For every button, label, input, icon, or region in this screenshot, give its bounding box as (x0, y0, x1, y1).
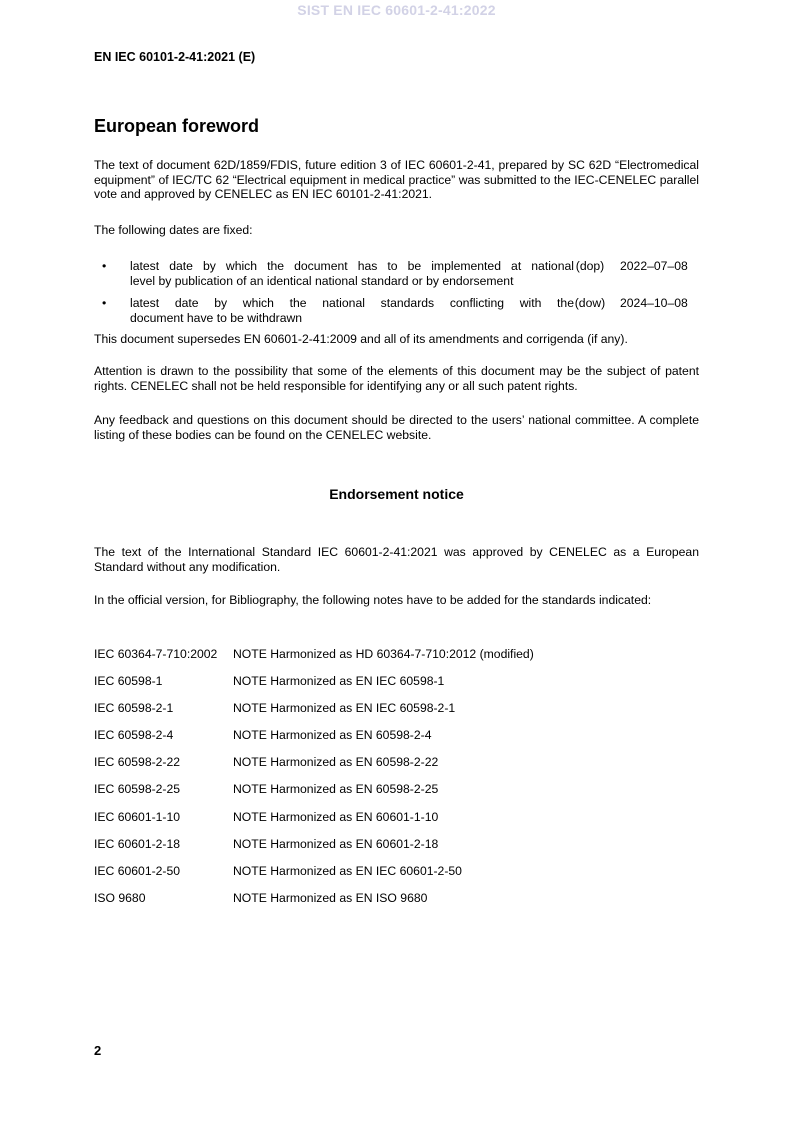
harmonization-note: NOTE Harmonized as HD 60364-7-710:2012 (modified) (233, 647, 534, 661)
foreword-paragraph-1: The text of document 62D/1859/FDIS, future edition 3 of IEC 60601-2-41, prepared by SC 62D “Electromedical equipment” of IEC/TC 62 “Electrical equipment in medical practice” was submitted to the IEC-CENELEC parallel vote and approved by CENELEC as EN IEC 60101-2-41:2021. (94, 158, 699, 201)
harmonization-note: NOTE Harmonized as EN 60601-1-10 (233, 809, 439, 824)
standard-id: ISO 9680 (94, 890, 146, 905)
date-item-text (130, 296, 574, 325)
foreword-paragraph-2: The following dates are fixed: (94, 223, 253, 237)
date-item-line-1: latest date by which the national standards conflicting with the (130, 296, 574, 310)
harmonization-note: NOTE Harmonized as EN 60598-2-25 (233, 782, 439, 797)
standard-id: IEC 60598-2-1 (94, 701, 174, 716)
date-item-text (130, 259, 574, 288)
date-code: (dop) (575, 259, 605, 273)
list-item (94, 891, 699, 918)
harmonization-note: NOTE Harmonized as EN IEC 60598-2-1 (233, 701, 456, 716)
date-code: (dow) (574, 296, 606, 310)
harmonization-note: NOTE Harmonized as EN 60598-2-4 (233, 728, 432, 743)
bullet-icon: • (102, 259, 107, 273)
list-item (94, 755, 699, 782)
date-item-line-2: document have to be withdrawn (130, 310, 303, 325)
list-item (94, 647, 699, 674)
harmonization-note: NOTE Harmonized as EN IEC 60598-1 (233, 674, 445, 689)
page-number: 2 (94, 1043, 102, 1058)
list-item (94, 701, 699, 728)
foreword-paragraph-4: Attention is drawn to the possibility that some of the elements of this document may be the subject of patent rights. CENELEC shall not be held responsible for identifying any or all such patent rights. (94, 364, 699, 393)
standard-id: IEC 60598-2-22 (94, 755, 181, 770)
list-item (94, 674, 699, 701)
watermark: SIST EN IEC 60601-2-41:2022 (297, 2, 496, 18)
harmonization-note: NOTE Harmonized as EN 60598-2-22 (233, 755, 439, 770)
standard-id: IEC 60598-2-4 (94, 728, 174, 743)
foreword-heading: European foreword (94, 116, 260, 136)
bibliography-list (94, 647, 699, 918)
list-item (94, 810, 699, 837)
list-item (94, 837, 699, 864)
list-item (94, 728, 699, 755)
standard-id: IEC 60598-1 (94, 674, 163, 689)
harmonization-note: NOTE Harmonized as EN ISO 9680 (233, 890, 428, 905)
document-id: EN IEC 60101-2-41:2021 (E) (94, 50, 256, 64)
endorsement-heading: Endorsement notice (329, 486, 464, 502)
bullet-icon: • (102, 296, 107, 310)
standard-id: IEC 60601-2-18 (94, 836, 181, 851)
foreword-paragraph-3: This document supersedes EN 60601-2-41:2009 and all of its amendments and corrigenda (if any). (94, 332, 628, 346)
endorsement-paragraph-2: In the official version, for Bibliography, the following notes have to be added for the standards indicated: (94, 593, 652, 607)
harmonization-note: NOTE Harmonized as EN 60601-2-18 (233, 836, 439, 851)
list-item (94, 864, 699, 891)
date-value: 2024–10–08 (620, 296, 688, 310)
list-item (94, 782, 699, 809)
foreword-paragraph-5: Any feedback and questions on this document should be directed to the users’ national committee. A complete listing of these bodies can be found on the CENELEC website. (94, 413, 699, 442)
date-item-line-1: latest date by which the document has to be implemented at national (130, 259, 574, 273)
harmonization-note: NOTE Harmonized as EN IEC 60601-2-50 (233, 863, 462, 878)
date-value: 2022–07–08 (620, 259, 688, 273)
endorsement-paragraph-1: The text of the International Standard IEC 60601-2-41:2021 was approved by CENELEC as a European Standard without any modification. (94, 545, 699, 574)
standard-id: IEC 60601-1-10 (94, 809, 181, 824)
standard-id: IEC 60601-2-50 (94, 863, 181, 878)
standard-id: IEC 60598-2-25 (94, 782, 181, 797)
standard-id: IEC 60364-7-710:2002 (94, 647, 218, 661)
date-item-line-2: level by publication of an identical national standard or by endorsement (130, 273, 514, 288)
